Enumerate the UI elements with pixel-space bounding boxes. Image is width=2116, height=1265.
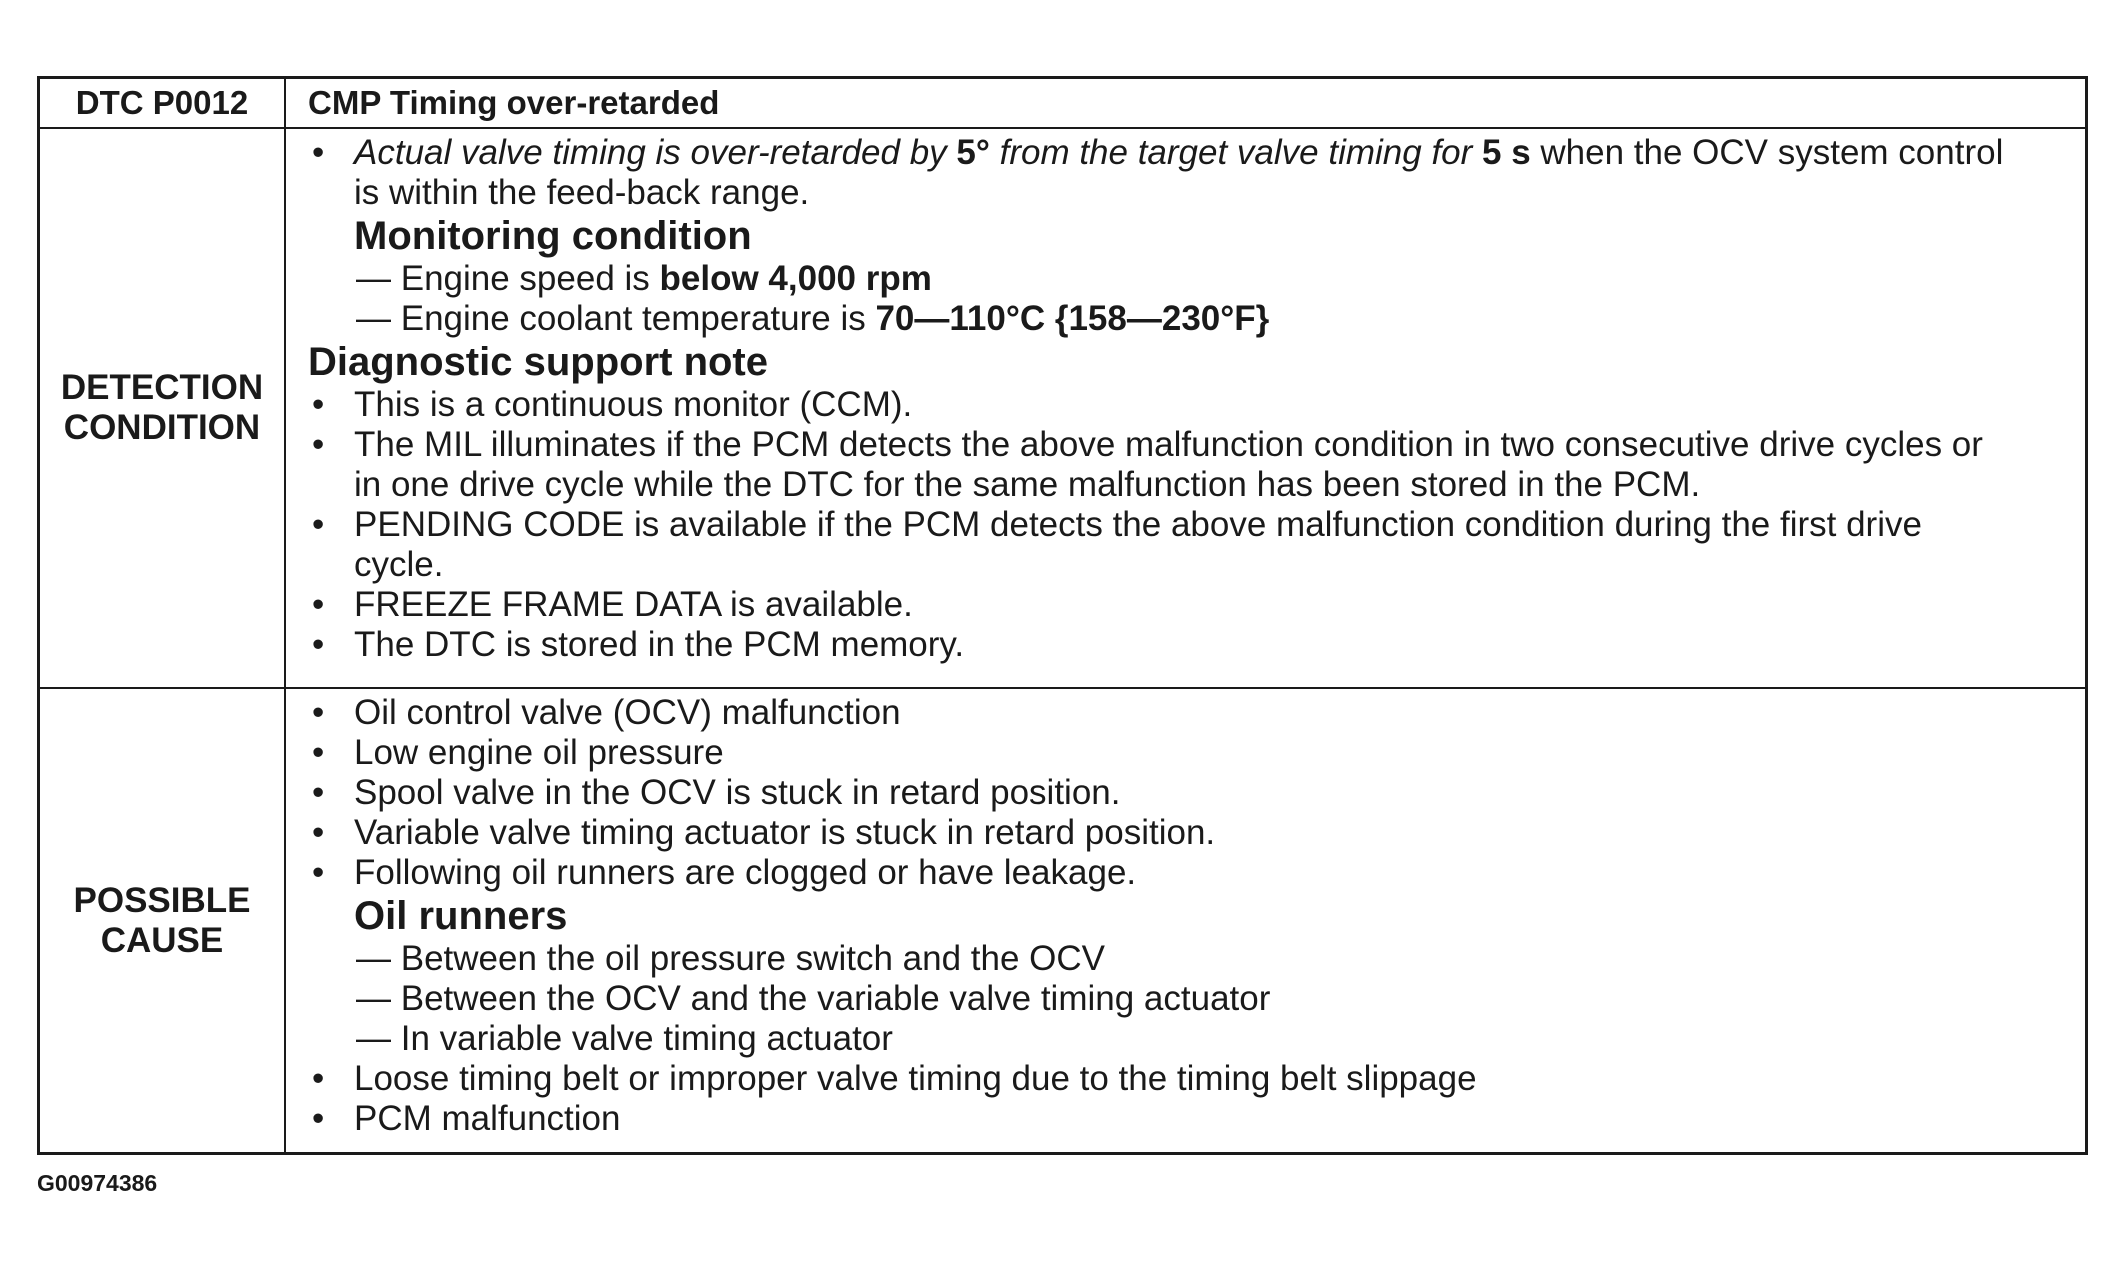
detection-label-line1: DETECTION: [60, 368, 264, 407]
list-item: • FREEZE FRAME DATA is available.: [308, 585, 2073, 625]
detection-condition-content: [286, 129, 2085, 687]
note-2b: in one drive cycle while the DTC for the same malfunction has been stored in the PCM.: [354, 465, 1701, 504]
list-item: [308, 299, 2073, 339]
list-item: • This is a continuous monitor (CCM).: [308, 385, 2073, 425]
intro-part1: Actual valve timing is over-retarded by: [354, 133, 957, 172]
figure-code: G00974386: [37, 1170, 158, 1196]
dtc-title: CMP Timing over-retarded: [308, 84, 720, 121]
cause-label-line1: POSSIBLE: [73, 880, 251, 920]
oil-runners-heading: Oil runners: [354, 894, 568, 938]
possible-cause-row: [40, 689, 2085, 1152]
list-item: • The DTC is stored in the PCM memory.: [308, 625, 2073, 665]
list-item: • Oil control valve (OCV) malfunction: [308, 693, 2073, 733]
monitoring-condition-heading: Monitoring condition: [354, 214, 752, 258]
possible-cause-label: [40, 689, 286, 1152]
detection-condition-row: [40, 129, 2085, 689]
list-item: • Spool valve in the OCV is stuck in retard position.: [308, 773, 2073, 813]
dtc-table: [37, 76, 2088, 1155]
list-item: [308, 259, 2073, 299]
cause-label-line2: CAUSE: [100, 920, 224, 960]
list-item: — In variable valve timing actuator: [356, 1019, 893, 1058]
intro-part3: when the OCV system control: [1530, 133, 2004, 172]
possible-cause-content: [286, 689, 2085, 1152]
list-item: • Loose timing belt or improper valve timing due to the timing belt slippage: [308, 1059, 2073, 1099]
note-3a: PENDING CODE is available if the PCM detects the above malfunction condition during the first drive: [354, 505, 1922, 544]
intro-degrees: 5°: [956, 133, 990, 172]
list-item: • Following oil runners are clogged or have leakage.: [308, 853, 2073, 893]
monitoring-1-prefix: — Engine speed is: [356, 259, 660, 298]
list-item: — Between the oil pressure switch and the OCV: [356, 939, 1105, 978]
intro-part2: from the target valve timing for: [989, 133, 1483, 172]
detection-label-line2: CONDITION: [63, 408, 261, 447]
monitoring-1-value: below 4,000 rpm: [659, 259, 932, 298]
note-3b: cycle.: [354, 545, 444, 584]
list-item: [308, 133, 2073, 213]
list-item: • Variable valve timing actuator is stuck in retard position.: [308, 813, 2073, 853]
dtc-code: DTC P0012: [40, 79, 286, 127]
monitoring-2-prefix: — Engine coolant temperature is: [356, 299, 876, 338]
list-item: • Low engine oil pressure: [308, 733, 2073, 773]
note-2a: The MIL illuminates if the PCM detects the above malfunction condition in two consecutive drive cycles or: [354, 425, 1983, 464]
table-header-row: [40, 79, 2085, 129]
list-item: [308, 425, 2073, 505]
intro-line2: is within the feed-back range.: [354, 173, 810, 212]
detection-condition-label: [40, 129, 286, 687]
list-item: • PCM malfunction: [308, 1099, 2073, 1139]
intro-seconds: 5 s: [1482, 133, 1531, 172]
monitoring-2-value: 70—110°C {158—230°F}: [875, 299, 1270, 338]
list-item: — Between the OCV and the variable valve timing actuator: [356, 979, 1271, 1018]
list-item: [308, 505, 2073, 585]
diagnostic-support-heading: Diagnostic support note: [308, 340, 768, 384]
